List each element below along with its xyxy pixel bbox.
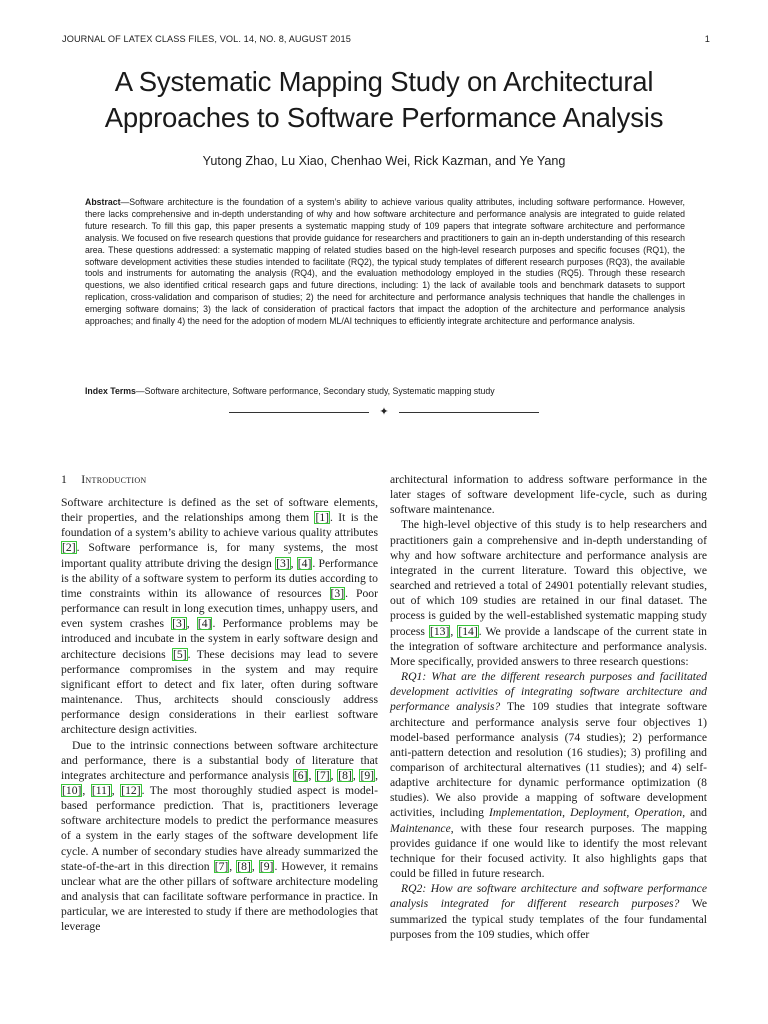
section-title: Introduction [81,472,147,486]
citation-link[interactable]: [12] [121,783,141,797]
citation-link[interactable]: [8] [338,768,352,782]
divider-line-right [399,412,539,413]
citation-link[interactable]: [3] [330,586,345,600]
paragraph: RQ1: What are the different research purposes and facilitated development activities of integrating software architecture and performance analysis? The 109 studies that integrate software architecture and performance analysis serve four objectives 1) model-based performance analysis (74 studies); 2) performance anti-pattern detection and resolution (16 studies); 3) profiling and comparison of architectural alternatives (11 studies); and 4) self-adaptive architecture for dynamic performance optimization (8 studies). We also provide a mapping of software development activities, including Implementation, Deployment, Operation, and Maintenance, with these four research purposes. The mapping provides guidance if one would like to identify the most relevant technique for their focused activity. It also highlights gaps that could be filled in future research. [390,670,707,881]
citation-link[interactable]: [4] [197,617,212,631]
research-question: RQ1: What are the different research purposes and facilitated development activities of integrating software architecture and performance analysis? [390,670,707,714]
abstract [85,197,685,328]
paper-title: A Systematic Mapping Study on Architectural Approaches to Software Performance Analysis [104,66,664,133]
citation-link[interactable]: [8] [237,859,251,873]
index-terms [85,385,685,397]
paragraph: Software architecture is defined as the set of software elements, their properties, and the relationships among them [1]. It is the foundation of a system’s ability to achieve various quality attributes [2]. Software performance is, for many systems, the most important quality attribute driving the design [3], [4]. Performance is the ability of a software system to perform its duties according to time constraints within its allowance of resources [3]. Poor performance can result in long execution times, unhappy users, and even system crashes [3], [4]. Performance problems may be introduced and incubate in the system in early software design and architecture decisions [5]. These decisions may lead to severe performance compromises in the system and may require significant effort to detect and fix later, often during software maintenance. Thus, architects should consciously address performance design considerations in their earliest software architecture design activities. [61,496,379,737]
page-number: 1 [704,34,710,44]
abstract-text: —Software architecture is the foundation of a system’s ability to achieve various quality attributes, including software performance. However, there lacks comprehensive and in-depth understanding of why and how software architecture and performance analysis are integrated to guide related future research. To fill this gap, this paper presents a systematic mapping study of 109 papers that integrate software architecture and performance analysis. We focused on five research questions that provide guidance for researchers and practitioners to gain an in-depth understanding of this research area. These questions addressed: a systematic mapping of related studies based on the high-level research purposes and specific focuses (RQ1), the software development activities these studies intended to facilitate (RQ2), the typical study templates of different research purposes (RQ3), the available tools and instruments for automating the analysis (RQ4), and the evaluation methodology employed in the studies (RQ5). Through these research questions, we also identified critical research gaps and future directions, including: 1) the lack of available tools and benchmark datasets to support replication, cross-validation and comparison of studies; 2) the need for architecture and performance analysis techniques that handle the challenges in emerging software domains; 3) the lack of consideration of practical factors that impact the adoption of the architecture and performance analysis approaches; and finally 4) the need for the adoption of modern ML/AI techniques to efficiently integrate architecture and performance analysis. [85,197,685,327]
citation-link[interactable]: [2] [62,541,76,555]
citation-link[interactable]: [11] [91,783,111,797]
citation-link[interactable]: [3] [276,556,290,570]
right-column [390,472,707,942]
citation-link[interactable]: [3] [172,617,186,631]
section-heading [61,472,378,487]
citation-link[interactable]: [9] [259,859,274,873]
paragraph: architectural information to address software performance in the later stages of software development life-cycle, such as during software maintenance. [390,473,707,517]
index-terms-text: —Software architecture, Software performance, Secondary study, Systematic mapping study [135,386,495,396]
divider-line-left [229,412,369,413]
journal-name: JOURNAL OF LATEX CLASS FILES, VOL. 14, NO. 8, AUGUST 2015 [62,34,351,44]
section-number: 1 [61,472,68,486]
citation-link[interactable]: [5] [173,647,187,661]
citation-link[interactable]: [1] [315,511,330,525]
citation-link[interactable]: [7] [316,768,330,782]
abstract-label: Abstract [85,197,121,207]
citation-link[interactable]: [6] [293,768,308,782]
citation-link[interactable]: [4] [297,556,312,570]
author-list: Yutong Zhao, Lu Xiao, Chenhao Wei, Rick Kazman, and Ye Yang [202,154,566,168]
diamond-icon: ✦ [379,406,389,418]
paragraph: The high-level objective of this study is to help researchers and practitioners gain a comprehensive and in-depth understanding of why and how software architecture and performance analysis are integrated in the current literature. Toward this objective, we searched and retrieved a total of 24901 potentially relevant studies, out of which 109 studies are retained in our final dataset. The process is guided by the well-established systematic mapping study process [13], [14]. We provide a landscape of the current state in the integration of software architecture and performance analysis. More specifically, provided answers to three research questions: [390,518,707,668]
citation-link[interactable]: [14] [458,624,478,638]
citation-link[interactable]: [7] [214,859,229,873]
paragraph: RQ2: How are software architecture and software performance analysis integrated for different research purposes? We summarized the typical study templates of the four fundamental purposes from the 109 studies, which offer [390,882,707,941]
section-divider [229,405,539,419]
left-column [61,472,378,935]
citation-link[interactable]: [10] [62,783,82,797]
paragraph: Due to the intrinsic connections between software architecture and performance, there is a substantial body of literature that integrates architecture and performance analysis [6], [7], [8], [9], [10], [11], [12]. The most thoroughly studied aspect is model-based performance prediction. That is, practitioners leverage software architecture models to predict the performance measures of a system in the early stages of the software development life cycle. A number of secondary studies have already summarized the state-of-the-art in this direction [7], [8], [9]. However, it remains unclear what are the other pillars of software architecture modeling and analysis that can facilitate software performance in practice. In particular, we are interested to study if there are methodologies that leverage [61,738,378,934]
research-question: RQ2: How are software architecture and software performance analysis integrated for different research purposes? [390,882,707,911]
index-terms-label: Index Terms [85,386,136,396]
citation-link[interactable]: [13] [429,624,450,638]
citation-link[interactable]: [9] [360,768,375,782]
running-head [62,34,710,48]
